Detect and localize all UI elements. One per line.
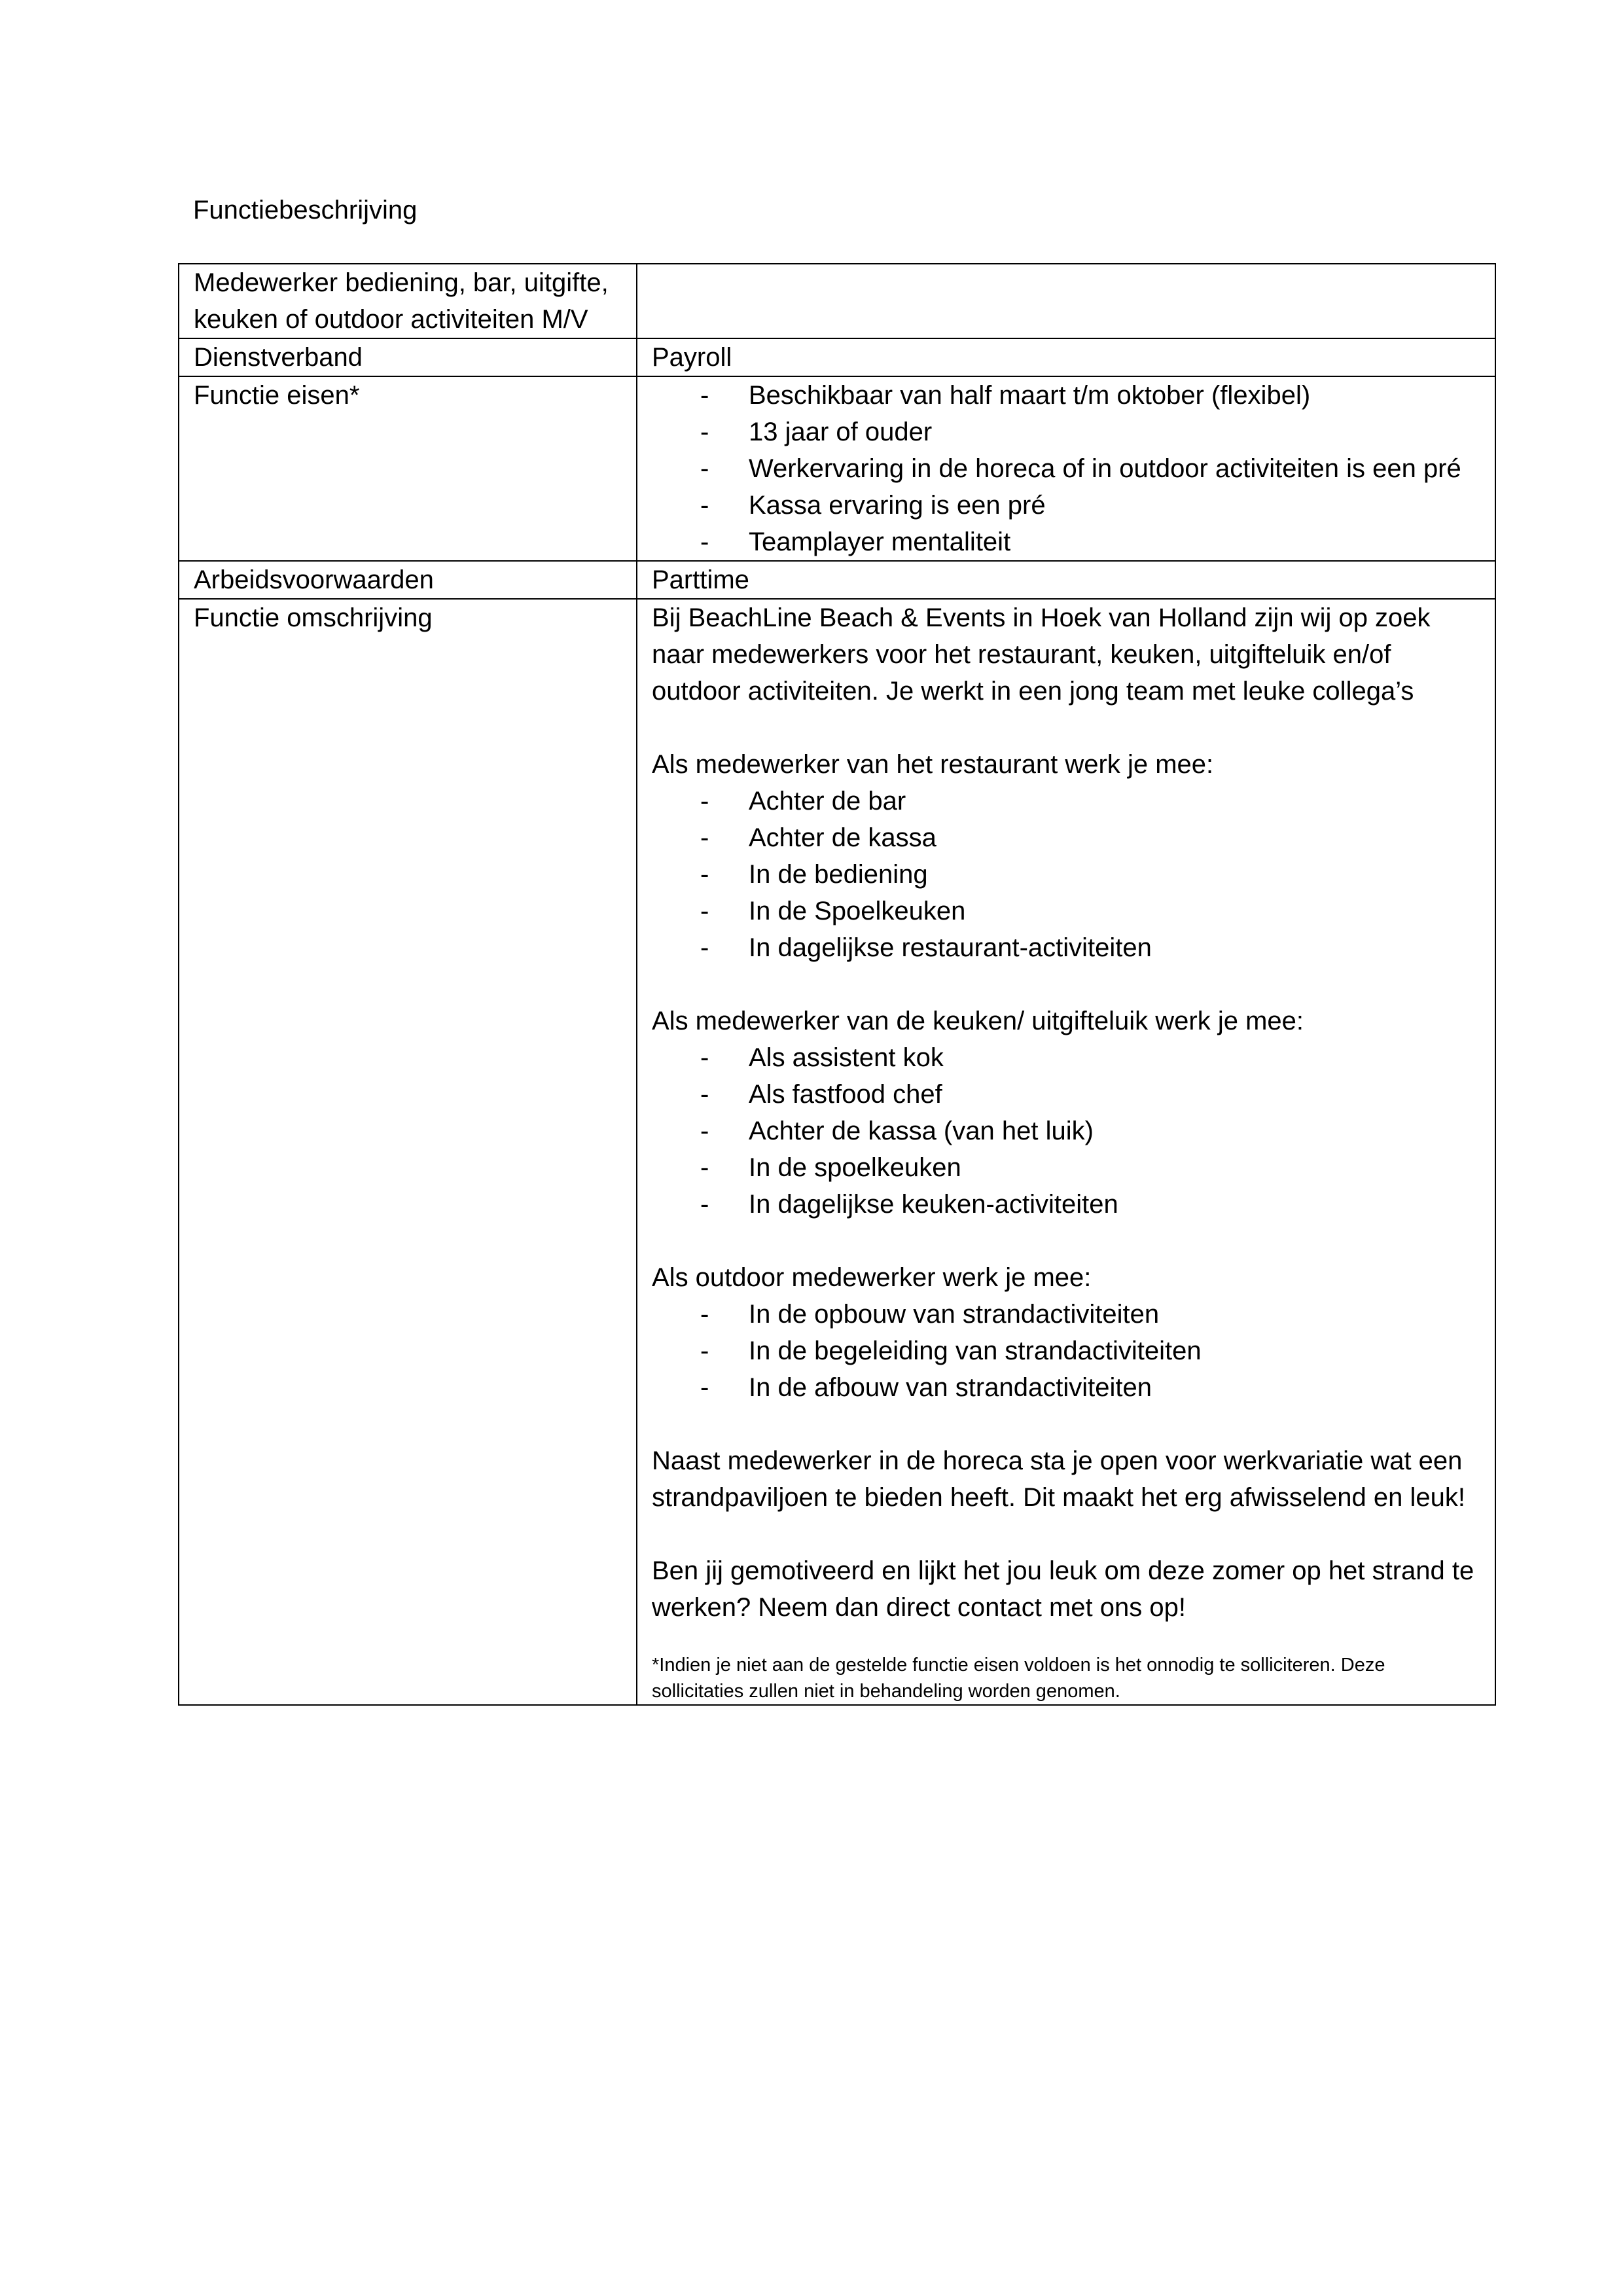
job-description-table xyxy=(178,263,1496,1706)
list-item: - Werkervaring in de horeca of in outdoor activiteiten is een pré xyxy=(652,450,1480,487)
position-label: Medewerker bediening, bar, uitgifte, keuken of outdoor activiteiten M/V xyxy=(179,264,637,338)
restaurant-list xyxy=(652,783,1480,966)
list-item: - In de afbouw van strandactiviteiten xyxy=(652,1369,1480,1406)
list-item: - Achter de bar xyxy=(652,783,1480,819)
list-item: - In de spoelkeuken xyxy=(652,1149,1480,1186)
list-item: - In de bediening xyxy=(652,856,1480,893)
requirements-label: Functie eisen* xyxy=(179,376,637,561)
description-value xyxy=(637,599,1495,1705)
footnote: *Indien je niet aan de gestelde functie eisen voldoen is het onnodig te solliciteren. Deze sollicitaties zullen niet in behandeling worden genomen. xyxy=(652,1655,1385,1702)
employment-label: Dienstverband xyxy=(179,338,637,376)
table-row xyxy=(179,599,1495,1705)
list-item: - In dagelijkse restaurant-activiteiten xyxy=(652,929,1480,966)
kitchen-heading: Als medewerker van de keuken/ uitgifteluik werk je mee: xyxy=(652,1007,1304,1035)
table-row xyxy=(179,376,1495,561)
restaurant-heading: Als medewerker van het restaurant werk je mee: xyxy=(652,750,1214,779)
conditions-label: Arbeidsvoorwaarden xyxy=(179,561,637,599)
document-title: Functiebeschrijving xyxy=(193,196,418,224)
description-intro: Bij BeachLine Beach & Events in Hoek van Holland zijn wij op zoek naar medewerkers voor het restaurant, keuken, uitgifteluik en/of outdoor activiteiten. Je werkt in een jong team met leuke collega’s xyxy=(652,603,1431,706)
list-item: - Teamplayer mentaliteit xyxy=(652,524,1480,560)
variation-text: Naast medewerker in de horeca sta je open voor werkvariatie wat een strandpaviljoen te bieden heeft. Dit maakt het erg afwisselend en leuk! xyxy=(652,1446,1465,1512)
list-item: - In de Spoelkeuken xyxy=(652,893,1480,929)
table-row xyxy=(179,264,1495,338)
description-label: Functie omschrijving xyxy=(179,599,637,1705)
list-item: - Als fastfood chef xyxy=(652,1076,1480,1113)
list-item: - In de opbouw van strandactiviteiten xyxy=(652,1296,1480,1333)
requirements-list xyxy=(652,377,1480,560)
list-item: - Als assistent kok xyxy=(652,1039,1480,1076)
list-item: - Achter de kassa xyxy=(652,819,1480,856)
list-item: - Beschikbaar van half maart t/m oktober (flexibel) xyxy=(652,377,1480,414)
outdoor-list xyxy=(652,1296,1480,1406)
list-item: - Kassa ervaring is een pré xyxy=(652,487,1480,524)
conditions-value: Parttime xyxy=(637,561,1495,599)
requirements-value xyxy=(637,376,1495,561)
list-item: - Achter de kassa (van het luik) xyxy=(652,1113,1480,1149)
table-row xyxy=(179,338,1495,376)
outdoor-heading: Als outdoor medewerker werk je mee: xyxy=(652,1263,1092,1292)
list-item: - In de begeleiding van strandactiviteiten xyxy=(652,1333,1480,1369)
list-item: - 13 jaar of ouder xyxy=(652,414,1480,450)
table-row xyxy=(179,561,1495,599)
employment-value: Payroll xyxy=(637,338,1495,376)
list-item: - In dagelijkse keuken-activiteiten xyxy=(652,1186,1480,1223)
position-value xyxy=(637,264,1495,338)
call-to-action-text: Ben jij gemotiveerd en lijkt het jou leuk om deze zomer op het strand te werken? Neem dan direct contact met ons op! xyxy=(652,1556,1474,1622)
kitchen-list xyxy=(652,1039,1480,1223)
